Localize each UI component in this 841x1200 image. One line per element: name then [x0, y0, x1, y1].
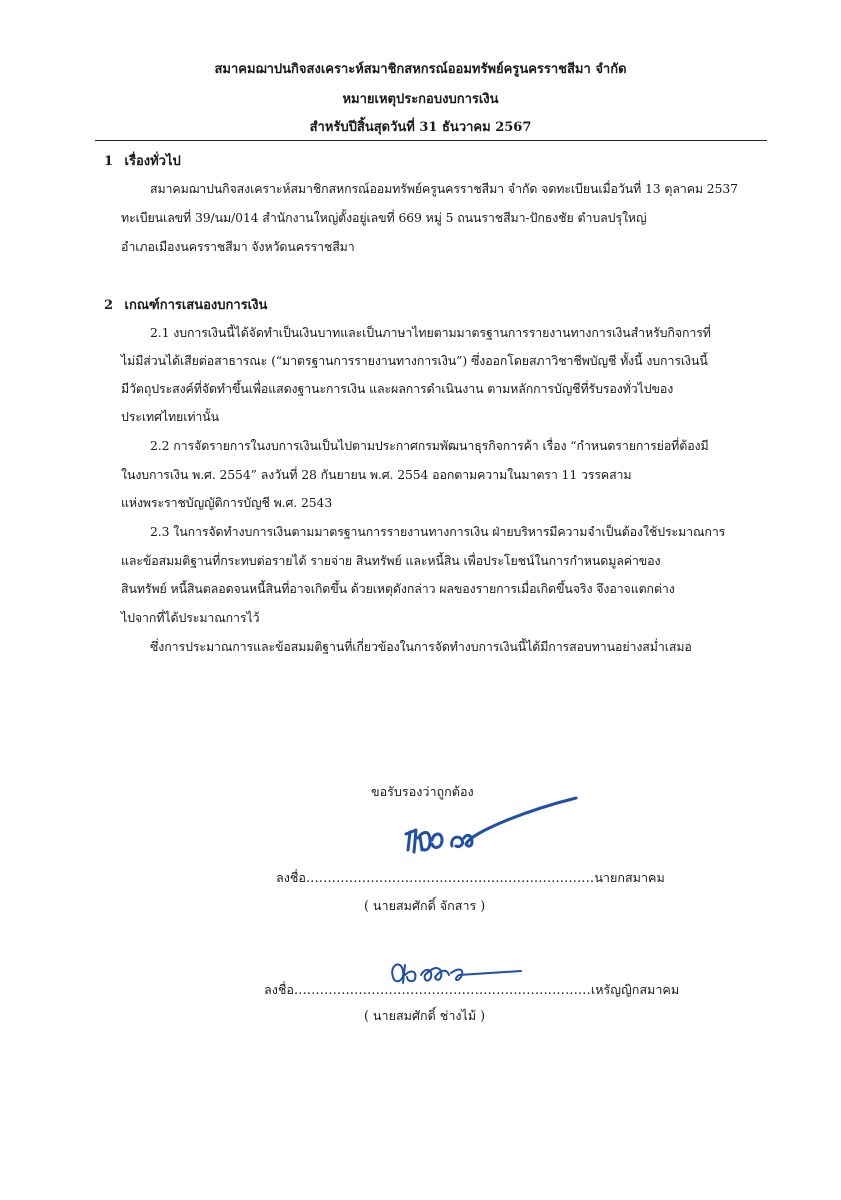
section-2-line: ไม่มีส่วนได้เสียต่อสาธารณะ (“มาตรฐานการรายงานทางการเงิน”) ซึ่งออกโดยสภาวิชาชีพบัญชี ทั้งนี้ งบการเงินนี้ — [121, 353, 708, 368]
section-1-heading — [104, 150, 181, 171]
section-1-line: อำเภอเมืองนครราชสีมา จังหวัดนครราชสีมา — [121, 239, 355, 254]
section-2-line: 2.2 การจัดรายการในงบการเงินเป็นไปตามประกาศกรมพัฒนาธุรกิจการค้า เรื่อง “กำหนดรายการย่อที่ต้องมี — [150, 438, 709, 453]
certification-statement: ขอรับรองว่าถูกต้อง — [371, 784, 474, 799]
section-1-number: 1 — [104, 154, 114, 169]
section-1-title: เรื่องทั่วไป — [124, 154, 181, 169]
signer-1-prefix: ลงชื่อ — [276, 870, 306, 885]
section-2-line: สินทรัพย์ หนี้สินตลอดจนหนี้สินที่อาจเกิดขึ้น ด้วยเหตุดังกล่าว ผลของรายการเมื่อเกิดขึ้นจริง จึงอาจแตกต่าง — [121, 581, 675, 596]
section-2-line: 2.3 ในการจัดทำงบการเงินตามมาตรฐานการรายงานทางการเงิน ฝ่ายบริหารมีความจำเป็นต้องใช้ประมาณการ — [150, 524, 726, 539]
signer-2-position: เหรัญญิกสมาคม — [590, 982, 680, 997]
section-1-line: ทะเบียนเลขที่ 39/นม/014 สำนักงานใหญ่ตั้งอยู่เลขที่ 669 หมู่ 5 ถนนราชสีมา-ปักธงชัย ตำบลปรุใหญ่ — [121, 210, 647, 225]
president-signature — [400, 790, 580, 870]
section-2-heading — [104, 294, 267, 315]
signature-dotted-line: ................................................................... — [305, 870, 595, 885]
section-2-line: แห่งพระราชบัญญัติการบัญชี พ.ศ. 2543 — [121, 495, 333, 510]
header-divider — [95, 140, 767, 141]
signer-1-name: ( นายสมศักดิ์ จักสาร ) — [364, 898, 486, 913]
section-1-line: สมาคมฌาปนกิจสงเคราะห์สมาชิกสหกรณ์ออมทรัพย์ครูนครราชสีมา จำกัด จดทะเบียนเมื่อวันที่ 13 ตุลาคม 2537 — [150, 181, 738, 196]
section-2-title: เกณฑ์การเสนองบการเงิน — [124, 298, 268, 313]
document-title: หมายเหตุประกอบงบการเงิน — [342, 92, 499, 107]
section-2-line: 2.1 งบการเงินนี้ได้จัดทำเป็นเงินบาทและเป็นภาษาไทยตามมาตรฐานการรายงานทางการเงินสำหรับกิจการที่ — [150, 325, 711, 340]
section-2-line: ไปจากที่ได้ประมาณการไว้ — [121, 610, 260, 625]
section-2-number: 2 — [104, 298, 114, 313]
signer-2-name: ( นายสมศักดิ์ ช่างไม้ ) — [364, 1008, 486, 1023]
association-name: สมาคมฌาปนกิจสงเคราะห์สมาชิกสหกรณ์ออมทรัพย์ครูนครราชสีมา จำกัด — [214, 62, 627, 77]
signature-dotted-line: ..................................................................... — [293, 982, 591, 997]
signer-2-line — [264, 980, 679, 1000]
section-2-line: ในงบการเงิน พ.ศ. 2554” ลงวันที่ 28 กันยายน พ.ศ. 2554 ออกตามความในมาตรา 11 วรรคสาม — [121, 467, 632, 482]
signer-1-line — [276, 868, 665, 888]
period-line: สำหรับปีสิ้นสุดวันที่ 31 ธันวาคม 2567 — [309, 120, 532, 135]
section-2-line: ซึ่งการประมาณการและข้อสมมติฐานที่เกี่ยวข้องในการจัดทำงบการเงินนี้ได้มีการสอบทานอย่างสม่ำเสมอ — [150, 639, 692, 654]
section-2-line: มีวัตถุประสงค์ที่จัดทำขึ้นเพื่อแสดงฐานะการเงิน และผลการดำเนินงาน ตามหลักการบัญชีที่รับรองทั่วไปของ — [121, 381, 674, 396]
section-2-line: ประเทศไทยเท่านั้น — [121, 409, 220, 424]
signer-2-prefix: ลงชื่อ — [264, 982, 294, 997]
section-2-line: และข้อสมมติฐานที่กระทบต่อรายได้ รายจ่าย สินทรัพย์ และหนี้สิน เพื่อประโยชน์ในการกำหนดมูลค่าของ — [121, 553, 661, 568]
signer-1-position: นายกสมาคม — [594, 870, 665, 885]
